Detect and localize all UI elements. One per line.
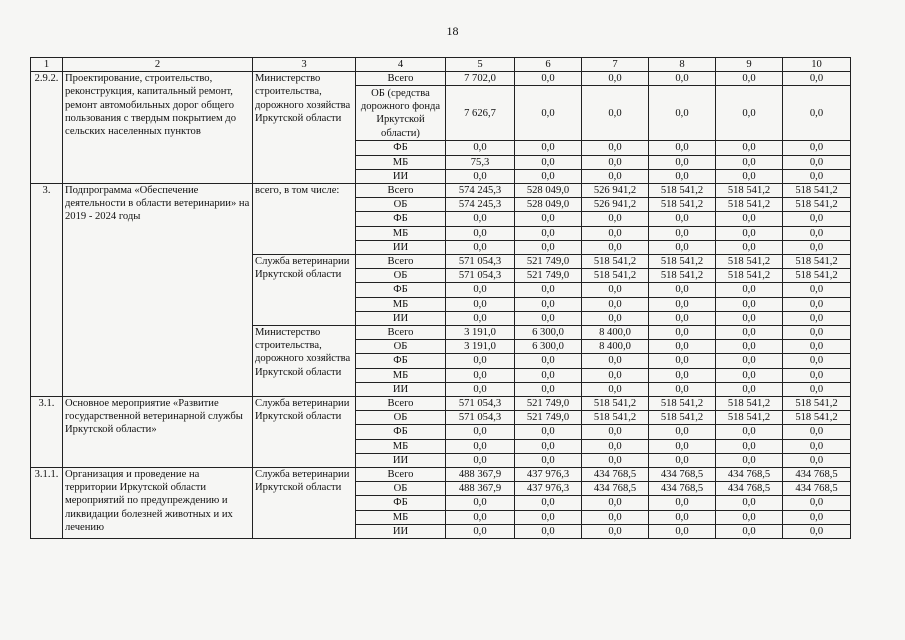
value-cell: 518 541,2 [716, 198, 783, 212]
table-row [31, 72, 851, 86]
table-row [31, 397, 851, 411]
header-cell: 2 [63, 58, 253, 72]
value-cell: 528 049,0 [515, 198, 582, 212]
value-cell: 0,0 [582, 86, 649, 141]
value-cell: 0,0 [582, 240, 649, 254]
value-cell: 0,0 [582, 354, 649, 368]
value-cell: 518 541,2 [716, 184, 783, 198]
value-cell: 0,0 [649, 86, 716, 141]
value-cell: 0,0 [783, 368, 851, 382]
value-cell: 518 541,2 [783, 397, 851, 411]
value-cell: 0,0 [716, 311, 783, 325]
value-cell: 521 749,0 [515, 269, 582, 283]
value-cell: 0,0 [716, 496, 783, 510]
funding-source-cell: ИИ [356, 382, 446, 396]
value-cell: 0,0 [446, 368, 515, 382]
value-cell: 0,0 [446, 496, 515, 510]
value-cell: 0,0 [582, 169, 649, 183]
funding-source-cell: ОБ [356, 198, 446, 212]
value-cell: 8 400,0 [582, 340, 649, 354]
funding-source-cell: ИИ [356, 169, 446, 183]
executor-cell: Министерство строительства, дорожного хозяйства Иркутской области [253, 72, 356, 184]
value-cell: 0,0 [716, 297, 783, 311]
value-cell: 488 367,9 [446, 468, 515, 482]
value-cell: 518 541,2 [649, 411, 716, 425]
value-cell: 0,0 [582, 226, 649, 240]
value-cell: 0,0 [446, 240, 515, 254]
header-cell: 9 [716, 58, 783, 72]
value-cell: 0,0 [649, 510, 716, 524]
value-cell: 0,0 [716, 72, 783, 86]
value-cell: 0,0 [649, 439, 716, 453]
value-cell: 518 541,2 [716, 255, 783, 269]
value-cell: 518 541,2 [716, 411, 783, 425]
value-cell: 0,0 [783, 297, 851, 311]
value-cell: 0,0 [582, 141, 649, 155]
value-cell: 0,0 [582, 283, 649, 297]
value-cell: 0,0 [515, 524, 582, 538]
value-cell: 0,0 [515, 240, 582, 254]
funding-source-cell: ОБ [356, 482, 446, 496]
header-row [31, 58, 851, 72]
header-cell: 5 [446, 58, 515, 72]
value-cell: 0,0 [716, 283, 783, 297]
value-cell: 0,0 [649, 226, 716, 240]
value-cell: 518 541,2 [783, 198, 851, 212]
value-cell: 0,0 [783, 439, 851, 453]
value-cell: 0,0 [515, 141, 582, 155]
value-cell: 0,0 [515, 283, 582, 297]
value-cell: 518 541,2 [649, 255, 716, 269]
value-cell: 528 049,0 [515, 184, 582, 198]
value-cell: 0,0 [446, 439, 515, 453]
value-cell: 434 768,5 [783, 468, 851, 482]
value-cell: 518 541,2 [582, 269, 649, 283]
value-cell: 0,0 [716, 524, 783, 538]
value-cell: 0,0 [716, 368, 783, 382]
value-cell: 0,0 [649, 368, 716, 382]
value-cell: 0,0 [649, 425, 716, 439]
value-cell: 0,0 [515, 72, 582, 86]
value-cell: 0,0 [783, 155, 851, 169]
funding-source-cell: ИИ [356, 311, 446, 325]
value-cell: 571 054,3 [446, 269, 515, 283]
value-cell: 574 245,3 [446, 198, 515, 212]
value-cell: 7 626,7 [446, 86, 515, 141]
value-cell: 0,0 [446, 425, 515, 439]
funding-source-cell: ОБ [356, 269, 446, 283]
funding-source-cell: Всего [356, 397, 446, 411]
value-cell: 518 541,2 [582, 411, 649, 425]
value-cell: 0,0 [582, 72, 649, 86]
value-cell: 0,0 [716, 510, 783, 524]
budget-table [30, 57, 851, 539]
value-cell: 3 191,0 [446, 340, 515, 354]
value-cell: 0,0 [649, 283, 716, 297]
value-cell: 0,0 [716, 141, 783, 155]
value-cell: 3 191,0 [446, 326, 515, 340]
funding-source-cell: ФБ [356, 425, 446, 439]
value-cell: 434 768,5 [649, 482, 716, 496]
value-cell: 0,0 [515, 510, 582, 524]
header-cell: 6 [515, 58, 582, 72]
value-cell: 0,0 [649, 212, 716, 226]
value-cell: 0,0 [446, 141, 515, 155]
value-cell: 7 702,0 [446, 72, 515, 86]
value-cell: 0,0 [716, 340, 783, 354]
value-cell: 518 541,2 [716, 269, 783, 283]
value-cell: 0,0 [446, 297, 515, 311]
value-cell: 434 768,5 [716, 468, 783, 482]
value-cell: 0,0 [446, 453, 515, 467]
value-cell: 0,0 [783, 226, 851, 240]
executor-cell: Министерство строительства, дорожного хозяйства Иркутской области [253, 326, 356, 397]
value-cell: 0,0 [716, 425, 783, 439]
value-cell: 0,0 [582, 496, 649, 510]
value-cell: 0,0 [515, 297, 582, 311]
value-cell: 0,0 [446, 283, 515, 297]
value-cell: 518 541,2 [649, 397, 716, 411]
value-cell: 0,0 [515, 496, 582, 510]
value-cell: 0,0 [582, 439, 649, 453]
funding-source-cell: ФБ [356, 141, 446, 155]
value-cell: 0,0 [783, 283, 851, 297]
value-cell: 0,0 [649, 311, 716, 325]
value-cell: 0,0 [783, 510, 851, 524]
funding-source-cell: МБ [356, 368, 446, 382]
executor-cell: всего, в том числе: [253, 184, 356, 255]
value-cell: 0,0 [649, 326, 716, 340]
value-cell: 0,0 [515, 86, 582, 141]
value-cell: 0,0 [783, 425, 851, 439]
value-cell: 0,0 [783, 212, 851, 226]
value-cell: 0,0 [716, 439, 783, 453]
value-cell: 6 300,0 [515, 326, 582, 340]
value-cell: 526 941,2 [582, 198, 649, 212]
value-cell: 0,0 [649, 340, 716, 354]
value-cell: 0,0 [783, 240, 851, 254]
funding-source-cell: Всего [356, 326, 446, 340]
value-cell: 0,0 [446, 524, 515, 538]
value-cell: 0,0 [783, 169, 851, 183]
table-row [31, 468, 851, 482]
value-cell: 0,0 [515, 311, 582, 325]
value-cell: 518 541,2 [783, 184, 851, 198]
value-cell: 0,0 [582, 368, 649, 382]
value-cell: 526 941,2 [582, 184, 649, 198]
value-cell: 0,0 [649, 169, 716, 183]
value-cell: 0,0 [515, 453, 582, 467]
header-cell: 4 [356, 58, 446, 72]
value-cell: 0,0 [783, 311, 851, 325]
value-cell: 518 541,2 [716, 397, 783, 411]
value-cell: 0,0 [783, 453, 851, 467]
value-cell: 0,0 [716, 86, 783, 141]
value-cell: 571 054,3 [446, 411, 515, 425]
value-cell: 0,0 [446, 354, 515, 368]
value-cell: 0,0 [783, 382, 851, 396]
value-cell: 0,0 [515, 382, 582, 396]
value-cell: 0,0 [446, 382, 515, 396]
value-cell: 0,0 [783, 354, 851, 368]
value-cell: 521 749,0 [515, 397, 582, 411]
value-cell: 0,0 [446, 311, 515, 325]
value-cell: 0,0 [783, 86, 851, 141]
value-cell: 0,0 [582, 212, 649, 226]
funding-source-cell: Всего [356, 72, 446, 86]
funding-source-cell: ФБ [356, 283, 446, 297]
value-cell: 434 768,5 [716, 482, 783, 496]
value-cell: 0,0 [716, 169, 783, 183]
value-cell: 0,0 [716, 354, 783, 368]
value-cell: 0,0 [716, 240, 783, 254]
funding-source-cell: ФБ [356, 212, 446, 226]
value-cell: 0,0 [716, 155, 783, 169]
value-cell: 0,0 [716, 326, 783, 340]
value-cell: 0,0 [783, 141, 851, 155]
page-number: 18 [446, 24, 459, 38]
value-cell: 571 054,3 [446, 397, 515, 411]
value-cell: 0,0 [716, 212, 783, 226]
value-cell: 518 541,2 [649, 184, 716, 198]
funding-source-cell: МБ [356, 226, 446, 240]
value-cell: 518 541,2 [649, 198, 716, 212]
header-cell: 8 [649, 58, 716, 72]
value-cell: 0,0 [649, 496, 716, 510]
item-name: Организация и проведение на территории Иркутской области мероприятий по предупреждению и ликвидации болезней животных и их лечению [63, 468, 253, 539]
value-cell: 0,0 [582, 453, 649, 467]
item-number: 2.9.2. [31, 72, 63, 184]
value-cell: 0,0 [649, 72, 716, 86]
value-cell: 0,0 [783, 340, 851, 354]
value-cell: 437 976,3 [515, 468, 582, 482]
value-cell: 0,0 [716, 453, 783, 467]
value-cell: 0,0 [582, 297, 649, 311]
value-cell: 0,0 [649, 354, 716, 368]
value-cell: 518 541,2 [649, 269, 716, 283]
value-cell: 521 749,0 [515, 255, 582, 269]
value-cell: 0,0 [515, 155, 582, 169]
value-cell: 0,0 [783, 524, 851, 538]
value-cell: 434 768,5 [649, 468, 716, 482]
header-cell: 1 [31, 58, 63, 72]
value-cell: 0,0 [582, 155, 649, 169]
table-row [31, 184, 851, 198]
value-cell: 0,0 [582, 382, 649, 396]
value-cell: 0,0 [716, 382, 783, 396]
value-cell: 0,0 [582, 510, 649, 524]
funding-source-cell: ИИ [356, 524, 446, 538]
value-cell: 0,0 [446, 226, 515, 240]
value-cell: 0,0 [582, 311, 649, 325]
value-cell: 0,0 [446, 212, 515, 226]
value-cell: 0,0 [649, 297, 716, 311]
value-cell: 8 400,0 [582, 326, 649, 340]
value-cell: 0,0 [515, 368, 582, 382]
value-cell: 434 768,5 [582, 482, 649, 496]
value-cell: 0,0 [649, 453, 716, 467]
value-cell: 6 300,0 [515, 340, 582, 354]
value-cell: 0,0 [783, 72, 851, 86]
value-cell: 0,0 [582, 425, 649, 439]
value-cell: 0,0 [649, 155, 716, 169]
funding-source-cell: ФБ [356, 354, 446, 368]
executor-cell: Служба ветеринарии Иркутской области [253, 255, 356, 326]
funding-source-cell: ОБ [356, 340, 446, 354]
header-cell: 10 [783, 58, 851, 72]
value-cell: 518 541,2 [783, 269, 851, 283]
value-cell: 0,0 [446, 169, 515, 183]
funding-source-cell: Всего [356, 255, 446, 269]
value-cell: 0,0 [515, 226, 582, 240]
item-name: Основное мероприятие «Развитие государственной ветеринарной службы Иркутской области» [63, 397, 253, 468]
value-cell: 518 541,2 [582, 255, 649, 269]
item-name: Проектирование, строительство, реконструкция, капитальный ремонт, ремонт автомобильных дорог общего пользования с твердым покрытием до сельских населенных пунктов [63, 72, 253, 184]
funding-source-cell: МБ [356, 439, 446, 453]
value-cell: 518 541,2 [783, 411, 851, 425]
funding-source-cell: МБ [356, 155, 446, 169]
funding-source-cell: ИИ [356, 240, 446, 254]
value-cell: 521 749,0 [515, 411, 582, 425]
value-cell: 0,0 [783, 496, 851, 510]
funding-source-cell: ФБ [356, 496, 446, 510]
value-cell: 434 768,5 [582, 468, 649, 482]
item-number: 3.1.1. [31, 468, 63, 539]
value-cell: 0,0 [515, 169, 582, 183]
value-cell: 75,3 [446, 155, 515, 169]
funding-source-cell: МБ [356, 510, 446, 524]
funding-source-cell: ОБ (средства дорожного фонда Иркутской области) [356, 86, 446, 141]
header-cell: 7 [582, 58, 649, 72]
funding-source-cell: МБ [356, 297, 446, 311]
executor-cell: Служба ветеринарии Иркутской области [253, 397, 356, 468]
value-cell: 518 541,2 [582, 397, 649, 411]
value-cell: 0,0 [515, 425, 582, 439]
executor-cell: Служба ветеринарии Иркутской области [253, 468, 356, 539]
value-cell: 0,0 [446, 510, 515, 524]
funding-source-cell: ИИ [356, 453, 446, 467]
header-cell: 3 [253, 58, 356, 72]
value-cell: 0,0 [515, 212, 582, 226]
item-name: Подпрограмма «Обеспечение деятельности в области ветеринарии» на 2019 - 2024 годы [63, 184, 253, 397]
item-number: 3. [31, 184, 63, 397]
value-cell: 488 367,9 [446, 482, 515, 496]
value-cell: 0,0 [515, 439, 582, 453]
value-cell: 434 768,5 [783, 482, 851, 496]
funding-source-cell: ОБ [356, 411, 446, 425]
funding-source-cell: Всего [356, 468, 446, 482]
value-cell: 437 976,3 [515, 482, 582, 496]
value-cell: 0,0 [716, 226, 783, 240]
value-cell: 574 245,3 [446, 184, 515, 198]
value-cell: 0,0 [649, 382, 716, 396]
value-cell: 0,0 [649, 240, 716, 254]
value-cell: 0,0 [783, 326, 851, 340]
value-cell: 0,0 [515, 354, 582, 368]
value-cell: 518 541,2 [783, 255, 851, 269]
value-cell: 0,0 [649, 141, 716, 155]
value-cell: 0,0 [649, 524, 716, 538]
item-number: 3.1. [31, 397, 63, 468]
value-cell: 0,0 [582, 524, 649, 538]
value-cell: 571 054,3 [446, 255, 515, 269]
funding-source-cell: Всего [356, 184, 446, 198]
